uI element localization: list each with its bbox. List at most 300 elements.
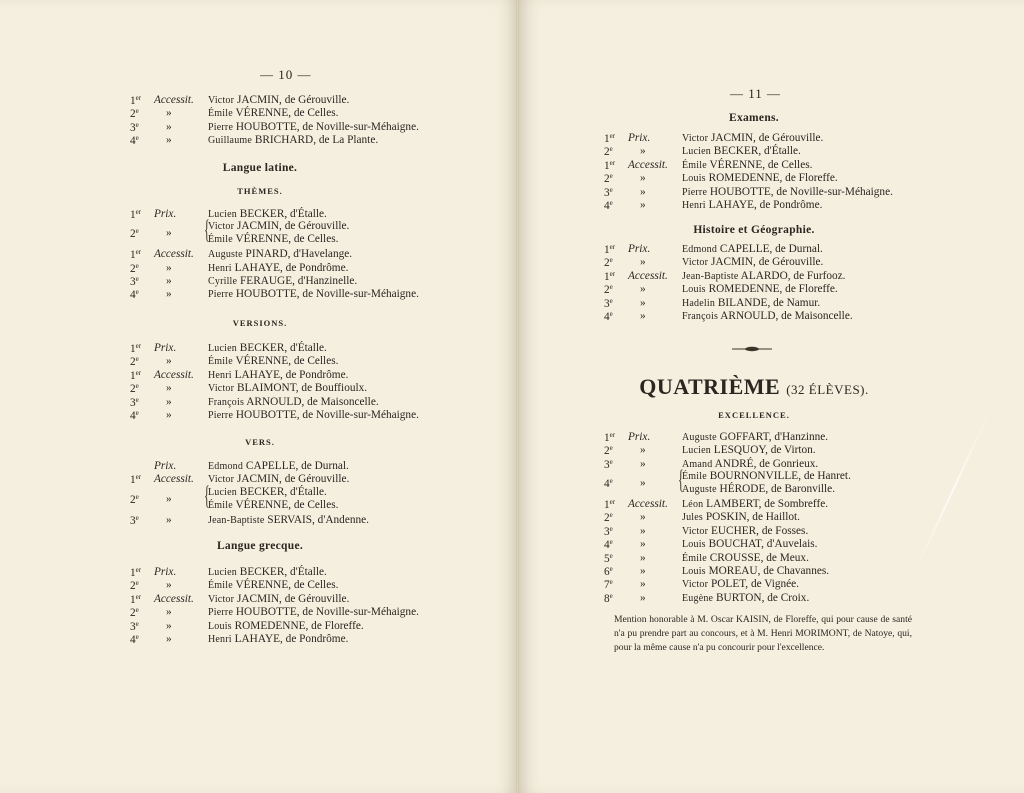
honorable-mention-note: Mention honorable à M. Oscar KAISIN, de Floreffe, qui pour cause de santé n'a pu prendre part au concours, et à M. Henri MORIMONT, de Natoye, qui, pour la même cause n'a pu concourir pour l'excellence. <box>614 614 912 653</box>
student-first-name: Louis <box>682 566 706 577</box>
rank-suffix: e <box>135 395 139 404</box>
award-rank: 1er <box>130 208 142 221</box>
student-town: , d'Étalle. <box>284 566 327 578</box>
award-label: » <box>166 227 172 240</box>
award-label: » <box>640 310 646 322</box>
student-first-name: Henri <box>208 262 232 274</box>
award-rank: 3e <box>130 619 139 633</box>
student-name <box>208 275 357 287</box>
award-row <box>604 525 964 539</box>
student-town: , de Fosses. <box>756 524 809 537</box>
student-first-name: Auguste <box>208 249 243 261</box>
rank-suffix: e <box>609 524 613 533</box>
award-row <box>130 215 490 246</box>
student-first-name: Henri <box>208 634 232 645</box>
award-row <box>130 134 490 148</box>
award-label: » <box>640 256 646 269</box>
student-name <box>682 297 820 309</box>
student-last-name: BECKER <box>236 342 285 354</box>
award-rank: 2e <box>130 261 139 275</box>
award-label: Accessit. <box>154 368 194 381</box>
student-name <box>208 94 349 106</box>
award-label: Accessit. <box>628 269 668 282</box>
award-rank: 1er <box>130 94 142 107</box>
student-first-name: Jean-Baptiste <box>682 270 739 282</box>
student-town: , de Baronville. <box>765 483 836 496</box>
student-town: , de Gérouville. <box>753 132 824 144</box>
award-rank: 4e <box>604 477 613 491</box>
student-town: , de Noville-sur-Méhaigne. <box>296 288 419 301</box>
award-rank: 1er <box>604 498 616 511</box>
student-last-name: PINARD <box>242 248 288 261</box>
student-town: , de Floreffe. <box>779 283 838 296</box>
award-label: » <box>640 578 646 591</box>
student-last-name: LAMBERT <box>703 498 759 510</box>
student-town: , de Pondrôme. <box>754 199 823 211</box>
rank-suffix: e <box>609 145 613 154</box>
student-name <box>682 283 838 295</box>
student-name <box>682 444 816 456</box>
student-name <box>682 243 823 255</box>
student-first-name: Cyrille <box>208 276 238 287</box>
award-label: » <box>166 275 172 287</box>
student-town: , d'Étalle. <box>758 145 801 158</box>
award-label: » <box>640 283 646 296</box>
award-rank: 1er <box>130 342 142 355</box>
rank-suffix: e <box>609 457 613 466</box>
award-label: » <box>640 199 646 211</box>
rank-suffix: e <box>609 283 613 292</box>
student-name <box>208 486 327 498</box>
student-first-name: Émile <box>208 499 233 511</box>
student-name <box>208 606 419 618</box>
award-row <box>130 606 490 620</box>
student-last-name: ROMEDENNE <box>705 283 780 296</box>
student-last-name: CAPELLE <box>243 460 296 472</box>
award-row <box>130 288 490 302</box>
student-name <box>208 499 338 511</box>
student-first-name: Léon <box>682 499 704 510</box>
award-label: Accessit. <box>628 158 668 171</box>
class-title <box>574 374 934 400</box>
student-first-name: Émile <box>208 234 233 246</box>
award-rank: 4e <box>604 199 613 212</box>
student-town: , de Noville-sur-Méhaigne. <box>296 409 419 421</box>
student-town: , de Celles. <box>762 158 813 171</box>
award-label: » <box>166 633 172 645</box>
section-heading-langue-grecque: Langue grecque. <box>216 540 304 552</box>
award-rank: 1er <box>130 473 142 487</box>
student-first-name: Victor <box>682 525 709 537</box>
student-last-name: ARNOULD <box>244 395 302 408</box>
student-first-name: Victor <box>208 221 235 233</box>
award-label: » <box>166 107 172 120</box>
student-last-name: ROMEDENNE <box>705 172 780 185</box>
student-name <box>682 159 812 171</box>
award-label: » <box>640 185 646 198</box>
award-rank: 4e <box>604 310 613 323</box>
student-town: , de Durnal. <box>295 460 349 472</box>
award-label: » <box>166 395 172 408</box>
student-town: , de Gérouville. <box>279 473 350 486</box>
student-last-name: CROUSSE <box>706 551 761 564</box>
award-label: Accessit. <box>154 592 194 605</box>
award-rank: 1er <box>130 566 142 579</box>
award-row <box>604 283 964 297</box>
award-rank: 6e <box>604 565 613 578</box>
student-last-name: ANDRÉ <box>712 457 754 470</box>
student-last-name: JACMIN <box>708 256 754 269</box>
student-name <box>682 565 829 577</box>
rank-suffix: e <box>609 538 613 547</box>
student-name <box>208 208 327 220</box>
award-rank: 2e <box>604 444 613 458</box>
rank-suffix: e <box>135 513 139 522</box>
rank-suffix: er <box>135 342 142 350</box>
award-label: » <box>640 444 646 457</box>
rank-suffix: er <box>609 132 616 140</box>
student-first-name: Henri <box>682 200 706 211</box>
award-row <box>130 262 490 276</box>
brace-icon: { <box>204 480 210 510</box>
rank-suffix: e <box>609 551 613 560</box>
student-town: , d'Hanzinelle. <box>292 275 358 287</box>
award-label: » <box>166 513 172 526</box>
student-town: , d'Étalle. <box>284 342 327 354</box>
award-row <box>130 369 490 383</box>
student-last-name: ALARDO <box>738 269 788 282</box>
rank-suffix: e <box>135 227 139 236</box>
award-label: » <box>640 172 646 185</box>
student-first-name: Émile <box>682 471 707 483</box>
student-last-name: BECKER <box>236 566 285 578</box>
student-first-name: Lucien <box>682 445 711 457</box>
award-row <box>604 297 964 311</box>
student-last-name: CAPELLE <box>717 243 770 255</box>
student-name <box>682 552 809 564</box>
award-row <box>130 342 490 356</box>
student-first-name: Jean-Baptiste <box>208 514 265 526</box>
award-label: » <box>640 565 646 577</box>
ornament-divider <box>732 346 772 352</box>
award-label: » <box>166 579 172 592</box>
student-first-name: Lucien <box>682 146 711 158</box>
award-row <box>130 460 490 474</box>
student-last-name: JACMIN <box>234 94 280 106</box>
subheading-vers: VERS. <box>245 437 275 447</box>
award-row <box>130 275 490 289</box>
award-rank: 4e <box>130 409 139 422</box>
student-last-name: LAHAYE <box>705 199 755 211</box>
award-label: » <box>166 288 172 301</box>
student-first-name: Victor <box>682 133 709 144</box>
award-label: » <box>640 524 646 537</box>
student-town: , de Celles. <box>288 579 339 592</box>
student-first-name: Victor <box>208 474 235 486</box>
student-last-name: BRICHARD <box>252 134 314 147</box>
student-last-name: ARNOULD <box>718 310 776 322</box>
award-row <box>604 159 964 173</box>
award-rank: 1er <box>604 243 616 256</box>
award-row <box>130 514 490 528</box>
rank-suffix: e <box>135 619 139 628</box>
student-name <box>208 633 348 645</box>
student-first-name: Émile <box>682 552 707 564</box>
award-rank: 1er <box>130 248 142 262</box>
student-name <box>208 460 349 472</box>
student-last-name: POLET <box>708 578 746 591</box>
award-row <box>130 579 490 593</box>
student-first-name: Pierre <box>208 289 234 301</box>
class-count: (32 ÉLÈVES). <box>786 382 869 397</box>
award-rank: 1er <box>130 368 142 382</box>
award-row <box>604 431 964 445</box>
student-name <box>682 483 835 495</box>
page-number: — 11 — <box>730 86 782 101</box>
student-last-name: JACMIN <box>234 592 280 605</box>
subheading-versions: VERSIONS. <box>232 318 288 328</box>
student-name <box>682 270 846 282</box>
section-heading-histoire: Histoire et Géographie. <box>693 224 815 236</box>
student-first-name: Amand <box>682 458 713 470</box>
award-rank: 2e <box>130 382 139 396</box>
student-town: , de Meux. <box>760 551 809 564</box>
student-town: , de Celles. <box>288 107 339 120</box>
student-town: , d'Auvelais. <box>761 538 818 551</box>
student-town: , de Vignée. <box>745 578 799 591</box>
award-rank: 2e <box>130 606 139 620</box>
student-first-name: Émile <box>208 356 233 368</box>
student-last-name: BECKER <box>710 145 759 158</box>
rank-suffix: e <box>609 591 613 600</box>
student-first-name: Lucien <box>208 486 237 498</box>
award-row <box>604 511 964 525</box>
award-row <box>130 620 490 634</box>
student-town: , de Noville-sur-Méhaigne. <box>770 185 893 198</box>
student-name <box>208 233 338 245</box>
award-rank: 3e <box>130 120 139 134</box>
student-first-name: François <box>682 311 719 322</box>
student-name <box>682 256 823 268</box>
student-name <box>208 355 338 367</box>
student-first-name: Eugène <box>682 592 714 604</box>
rank-suffix: e <box>609 310 613 318</box>
student-town: , de Furfooz. <box>787 269 846 282</box>
student-name <box>682 578 799 590</box>
rank-suffix: e <box>609 296 613 305</box>
student-town: , de Chavannes. <box>757 565 830 577</box>
student-town: , de Floreffe. <box>779 172 838 185</box>
rank-suffix: e <box>609 578 613 587</box>
student-last-name: VÉRENNE <box>232 355 289 368</box>
rank-suffix: er <box>609 269 616 278</box>
student-town: , de Croix. <box>761 591 810 604</box>
student-last-name: HOUBOTTE <box>233 120 297 133</box>
rank-suffix: e <box>609 199 613 207</box>
rank-suffix: e <box>609 444 613 453</box>
student-first-name: Louis <box>682 173 706 185</box>
rank-suffix: e <box>609 511 613 520</box>
student-name <box>682 592 809 604</box>
student-name <box>682 199 822 211</box>
student-first-name: Auguste <box>682 432 717 443</box>
student-town: , de Hanret. <box>798 470 851 483</box>
student-last-name: HOUBOTTE <box>233 409 297 421</box>
student-town: , d'Étalle. <box>284 485 327 498</box>
rank-suffix: e <box>135 120 139 129</box>
student-town: , de Gonrieux. <box>753 457 819 470</box>
student-last-name: HÉRODE <box>716 483 766 496</box>
student-name <box>682 538 817 550</box>
student-first-name: Victor <box>208 383 235 395</box>
award-label: » <box>166 492 172 505</box>
student-name <box>682 145 801 157</box>
student-town: , d'Hanzinne. <box>768 431 829 443</box>
award-rank: 1er <box>604 132 616 145</box>
student-first-name: Pierre <box>682 186 708 198</box>
award-label: » <box>166 382 172 395</box>
rank-suffix: er <box>609 243 616 251</box>
rank-suffix: e <box>135 382 139 391</box>
award-rank: 4e <box>130 134 139 148</box>
student-last-name: LESQUOY <box>710 444 766 457</box>
student-last-name: FERAUGE <box>237 275 293 287</box>
student-name <box>208 248 352 260</box>
student-first-name: Pierre <box>208 410 234 421</box>
student-last-name: HOUBOTTE <box>707 185 771 198</box>
award-row <box>130 566 490 580</box>
student-first-name: Victor <box>682 257 709 269</box>
student-last-name: POSKIN <box>703 511 747 524</box>
award-row <box>604 186 964 200</box>
student-name <box>208 620 364 632</box>
award-label: » <box>640 538 646 551</box>
award-rank: 3e <box>130 395 139 409</box>
student-name <box>208 382 367 394</box>
rank-suffix: e <box>135 606 139 615</box>
award-label: » <box>166 619 172 632</box>
rank-suffix: e <box>135 288 139 297</box>
student-first-name: Victor <box>208 593 235 605</box>
student-last-name: HOUBOTTE <box>233 606 297 619</box>
student-name <box>208 121 419 133</box>
student-last-name: BOUCHAT <box>705 538 762 551</box>
student-name <box>682 132 823 144</box>
student-name <box>682 186 893 198</box>
student-first-name: Lucien <box>208 567 237 578</box>
student-first-name: Pierre <box>208 121 234 133</box>
student-name <box>208 107 338 119</box>
award-row <box>604 444 964 458</box>
award-label: » <box>640 145 646 158</box>
award-rank: 4e <box>130 633 139 646</box>
rank-suffix: e <box>135 409 139 417</box>
student-first-name: Guillaume <box>208 135 253 147</box>
award-row <box>604 592 964 606</box>
student-last-name: LAHAYE <box>231 368 281 381</box>
student-name <box>208 288 419 300</box>
award-rank: 5e <box>604 551 613 565</box>
award-row <box>130 121 490 135</box>
student-town: , de Pondrôme. <box>280 261 349 274</box>
student-first-name: Émile <box>208 580 233 592</box>
student-name <box>682 431 828 443</box>
subheading-excellence: EXCELLENCE. <box>718 410 790 420</box>
student-last-name: BECKER <box>236 485 285 498</box>
student-town: , de Gérouville. <box>279 94 350 106</box>
student-town: , de Maisoncelle. <box>301 395 379 408</box>
student-town: , de Floreffe. <box>305 619 364 632</box>
rank-suffix: e <box>135 579 139 588</box>
student-name <box>208 579 338 591</box>
student-town: , de Sombreffe. <box>758 498 829 510</box>
award-row <box>130 382 490 396</box>
award-label: Prix. <box>154 460 177 472</box>
rank-suffix: er <box>135 566 142 574</box>
student-name <box>682 498 828 510</box>
award-rank: 2e <box>130 227 139 241</box>
award-row <box>604 310 964 324</box>
subheading-themes: THÈMES. <box>237 186 283 196</box>
award-label: » <box>640 457 646 470</box>
student-town: , de Celles. <box>288 355 339 368</box>
award-rank: 2e <box>130 107 139 121</box>
award-row <box>130 355 490 369</box>
student-town: , d'Havelange. <box>287 248 353 261</box>
award-rank: 3e <box>130 275 139 288</box>
student-town: , de Celles. <box>288 498 339 511</box>
award-label: » <box>166 606 172 619</box>
student-name <box>682 511 800 523</box>
student-town: , de La Plante. <box>313 134 379 147</box>
award-rank: 1er <box>604 158 616 172</box>
rank-suffix: e <box>135 275 139 283</box>
rank-suffix: er <box>135 94 142 102</box>
rank-suffix: e <box>609 256 613 265</box>
award-row <box>130 107 490 121</box>
student-last-name: ROMEDENNE <box>231 619 306 632</box>
student-town: , de Noville-sur-Méhaigne. <box>296 120 419 133</box>
student-first-name: Edmond <box>208 461 244 472</box>
student-name <box>682 458 818 470</box>
award-row <box>130 94 490 108</box>
student-last-name: BURTON <box>713 591 762 604</box>
student-last-name: JACMIN <box>234 220 280 233</box>
student-name <box>208 134 378 146</box>
section-heading-langue-latine: Langue latine. <box>222 162 298 174</box>
award-label: Accessit. <box>154 94 194 106</box>
award-row <box>130 248 490 262</box>
student-last-name: JACMIN <box>708 132 754 144</box>
award-rank: 1er <box>604 431 616 444</box>
award-row <box>604 538 964 552</box>
rank-suffix: e <box>135 134 139 143</box>
student-name <box>208 342 327 354</box>
student-name <box>208 369 348 381</box>
student-town: , de Gérouville. <box>753 256 824 269</box>
student-last-name: VÉRENNE <box>232 107 289 120</box>
award-rank: 2e <box>604 256 613 270</box>
rank-suffix: e <box>135 492 139 501</box>
student-last-name: HOUBOTTE <box>233 288 297 301</box>
page-number: — 10 — <box>260 67 312 82</box>
student-first-name: Louis <box>682 284 706 296</box>
award-label: » <box>640 477 646 490</box>
award-label: » <box>166 134 172 147</box>
rank-suffix: er <box>135 473 142 482</box>
award-rank: 3e <box>130 513 139 527</box>
award-rank: 1er <box>130 592 142 606</box>
